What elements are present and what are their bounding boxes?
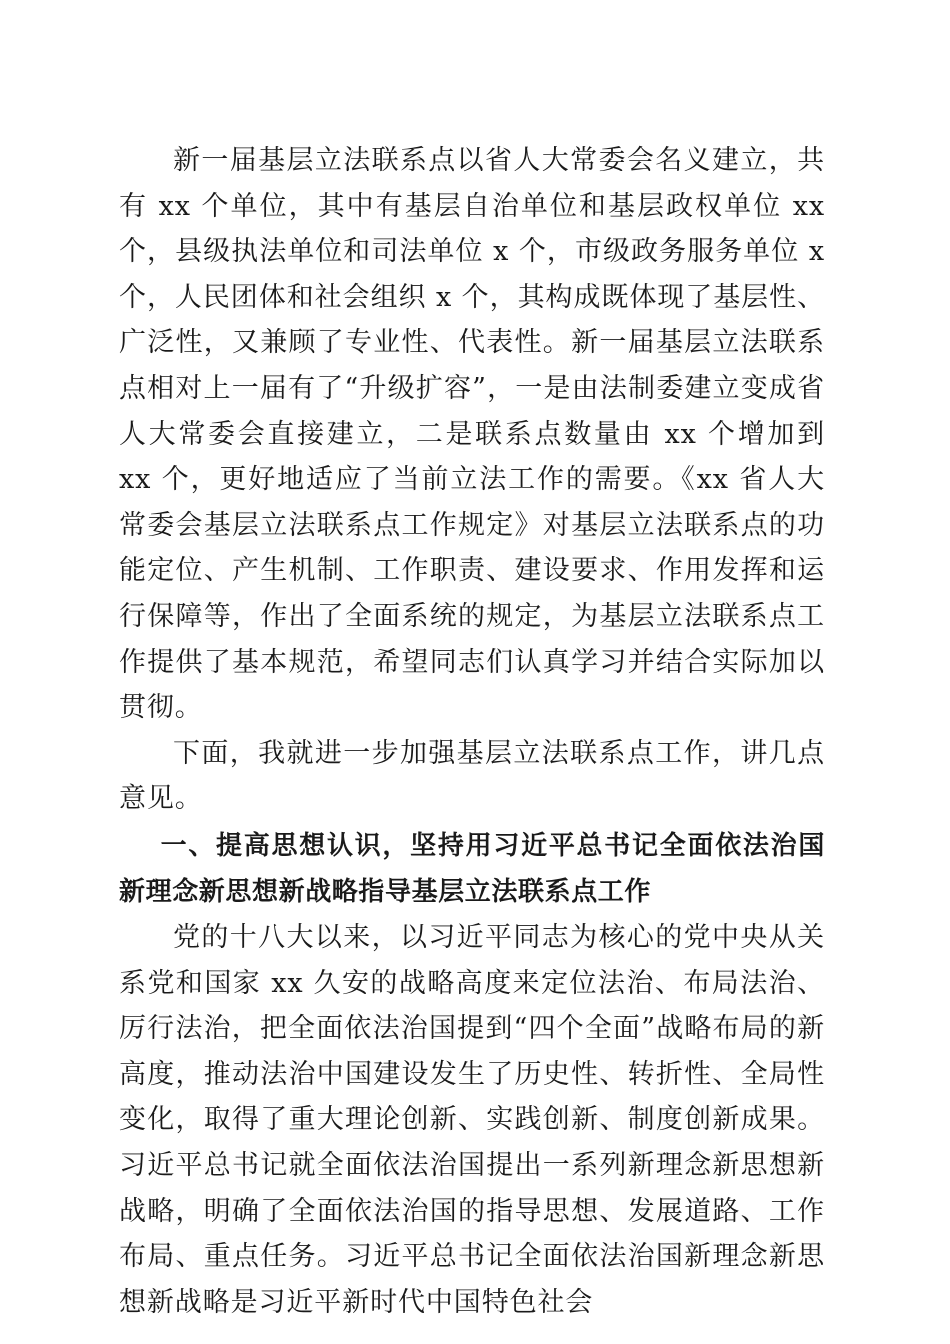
body-paragraph-3: 党的十八大以来，以习近平同志为核心的党中央从关系党和国家 xx 久安的战略高度来定位法治、布局法治、厉行法治，把全面依法治国提到“四个全面”战略布局的新高度，推动法治中国建设发生了历史性、转折性、全局性变化，取得了重大理论创新、实践创新、制度创新成果。习近平总书记就全面依法治国提出一系列新理念新思想新战略，明确了全面依法治国的指导思想、发展道路、工作布局、重点任务。习近平总书记全面依法治国新理念新思想新战略是习近平新时代中国特色社会 xyxy=(119,922,825,1318)
section-heading-1: 一、提高思想认识，坚持用习近平总书记全面依法治国新理念新思想新战略指导基层立法联系点工作 xyxy=(119,830,825,907)
document-body xyxy=(119,138,825,1325)
body-paragraph-1: 新一届基层立法联系点以省人大常委会名义建立，共有 xx 个单位，其中有基层自治单位和基层政权单位 xx 个，县级执法单位和司法单位 x 个，市级政务服务单位 x 个，人民团体和社会组织 x 个，其构成既体现了基层性、广泛性，又兼顾了专业性、代表性。新一届基层立法联系点相对上一届有了“升级扩容”，一是由法制委建立变成省人大常委会直接建立，二是联系点数量由 xx 个增加到 xx 个，更好地适应了当前立法工作的需要。《xx 省人大常委会基层立法联系点工作规定》对基层立法联系点的功能定位、产生机制、工作职责、建设要求、作用发挥和运行保障等，作出了全面系统的规定，为基层立法联系点工作提供了基本规范，希望同志们认真学习并结合实际加以贯彻。 xyxy=(119,145,825,724)
body-paragraph-2: 下面，我就进一步加强基层立法联系点工作，讲几点意见。 xyxy=(119,737,825,815)
